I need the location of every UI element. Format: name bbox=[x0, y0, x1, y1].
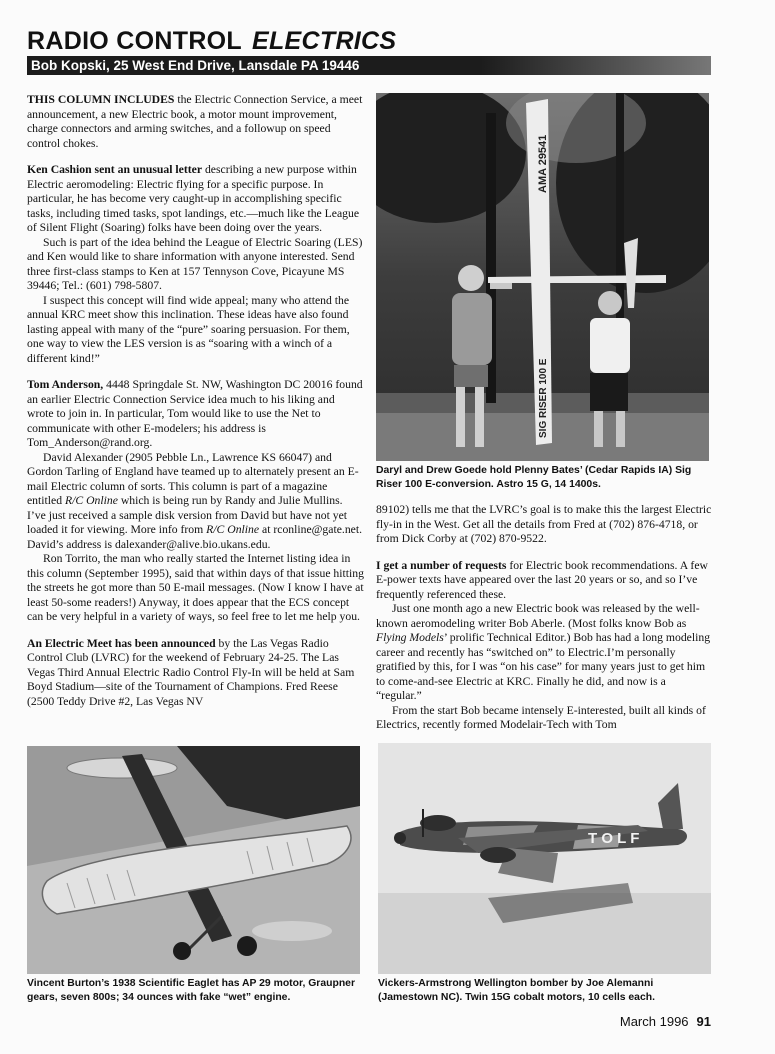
aberle-text-a: Just one month ago a new Electric book was released by the well-known aeromodeling writer Bob Aberle. (Most folks know Bob as bbox=[376, 602, 700, 630]
paragraph-david-alexander bbox=[27, 451, 364, 553]
page-folio bbox=[620, 1014, 711, 1029]
paragraph-concept: I suspect this concept will find wide appeal; many who attend the annual KRC meet show this inclination. These ideas have also found lasting appeal with many of the “pure” soaring persuasion. For them, one way to view the LES version is as “soaring with a winch of a different kind!” bbox=[27, 293, 350, 365]
rc-online-title: R/C Online bbox=[64, 494, 118, 507]
electric-meet-lead: An Electric Meet has been announced bbox=[27, 636, 216, 650]
paragraph-ron-torrito: Ron Torrito, the man who really started the Internet listing idea in this column (September 1995), said that within days of that issue hitting the streets he got more than 50 E-mail messages. (Now I know I have at least 50-some readers!) Anyway, it does appear that the ECS concept can be very helpful in a variety of ways, so feel free to let me help you. bbox=[27, 552, 364, 623]
aircraft-marking: T O L F bbox=[588, 830, 640, 847]
caption-wellington: Vickers-Armstrong Wellington bomber by Joe Alemanni (Jamestown NC). Twin 15G cobalt motors, 10 cells each. bbox=[378, 978, 655, 1003]
intro-text: the Electric Connection Service, a meet announcement, a new Electric book, a motor mount improvement, charge connectors and arming switches, and a followup on speed control chokes. bbox=[27, 93, 363, 150]
caption-glider: Daryl and Drew Goede hold Plenny Bates’ (Cedar Rapids IA) Sig Riser 100 E-conversion. Astro 15 G, 14 1400s. bbox=[376, 465, 692, 490]
author-address-bar bbox=[27, 56, 711, 75]
issue-date: March 1996 bbox=[619, 1014, 689, 1029]
rc-online-title-2: R/C Online bbox=[206, 523, 260, 536]
caption-eaglet: Vincent Burton’s 1938 Scientific Eaglet has AP 29 motor, Graupner gears, seven 800s; 34 ounces with fake “wet” engine. bbox=[27, 978, 355, 1003]
photo-glider bbox=[376, 93, 709, 461]
address-bar-fade bbox=[481, 56, 711, 75]
david-text-c: at rconline@gate.net. David’s address is dalexander@alive.bio.ukans.edu. bbox=[27, 523, 363, 551]
paragraph-modelair-tech: From the start Bob became intensely E-interested, built all kinds of Electrics, recently formed Modelair-Tech with Tom bbox=[376, 703, 706, 731]
fuselage-text-bottom: SIG RISER 100 E bbox=[538, 358, 549, 438]
right-text-column bbox=[376, 503, 712, 733]
photo-wellington bbox=[378, 743, 711, 974]
tom-anderson-text: 4448 Springdale St. NW, Washington DC 20016 found an earlier Electric Connection Service idea much to his liking and wrote to join in. In particular, Tom would like to use the Net to communicate with other E-modelers; his address is Tom_Anderson@rand.org. bbox=[27, 378, 363, 449]
paragraph-lvrc-goal: 89102) tells me that the LVRC’s goal is to make this the largest Electric fly-in in the West. Get all the details from Fred at (702) 876-4718, or from Dick Corby at (702) 870-9522. bbox=[376, 503, 712, 545]
paragraph-les: Such is part of the idea behind the League of Electric Soaring (LES) and Ken would like to share information with anyone interested. Send three first-class stamps to Ken at 157 Tennyson Cove, Picayune MS 39446; Tel.: (601) 798-5807. bbox=[27, 235, 363, 292]
flying-models-title: Flying Models bbox=[376, 631, 444, 644]
book-requests-lead: I get a number of requests bbox=[376, 558, 507, 572]
title-italic: ELECTRICS bbox=[252, 27, 397, 55]
fuselage-text-top: AMA 29541 bbox=[537, 134, 549, 193]
paragraph-intro bbox=[27, 93, 364, 151]
author-address: Bob Kopski, 25 West End Drive, Lansdale PA 19446 bbox=[31, 58, 360, 73]
david-text-b: which is being run by Randy and Julie Mullins. I’ve just received a sample disk version from David but have not yet loaded it for viewing. More info from bbox=[27, 494, 348, 536]
ken-cashion-lead: Ken Cashion sent an unusual letter bbox=[27, 163, 203, 176]
left-text-column bbox=[27, 93, 364, 709]
book-requests-text: for Electric book recommendations. A few E-power texts have appeared over the last 20 years or so, and so I’ve frequently referenced these. bbox=[376, 558, 708, 601]
ken-cashion-text: describing a new purpose within Electric aeromodeling: Electric flying for a specific purpose. In particular, he has become very caught-up in accomplishing specific tasks, including timed tasks, spot landings, etc.—much like the League of Silent Flight (Soaring) folks have been doing over the years. bbox=[27, 163, 360, 234]
intro-lead: THIS COLUMN INCLUDES bbox=[27, 93, 175, 106]
paragraph-bob-aberle bbox=[376, 602, 712, 704]
david-text-a: David Alexander (2905 Pebble Ln., Lawrence KS 66047) and Gordon Tarling of England have teamed up to alternately present an E-mail Electric column of sorts. This column is part of a magazine entitled bbox=[27, 450, 359, 507]
wellington-photo-image bbox=[378, 743, 711, 974]
photo-eaglet bbox=[27, 746, 360, 974]
tom-anderson-lead: Tom Anderson, bbox=[27, 378, 104, 391]
eaglet-photo-image bbox=[27, 746, 360, 974]
paragraph-ken-cashion bbox=[27, 163, 364, 236]
electric-meet-text: by the Las Vegas Radio Control Club (LVRC) for the weekend of February 24-25. The Las Vegas Third Annual Electric Radio Control Fly-In will be held at Sam Boyd Stadium—site of the Tournament of Champions. Fred Reese (2500 Teddy Drive #2, Las Vegas NV bbox=[27, 636, 355, 708]
paragraph-electric-meet bbox=[27, 637, 364, 710]
aberle-text-b: ’ prolific Technical Editor.) Bob has had a long modeling career and recently has “switched on” to Electric.I’m personally gratified by this, for I was “on his case” for many years just to get him to come-and-see Electric at KRC. Finally he did, and now is a “regular.” bbox=[376, 631, 711, 702]
paragraph-tom-anderson bbox=[27, 378, 364, 451]
page-number: 91 bbox=[696, 1014, 711, 1029]
paragraph-book-requests bbox=[376, 559, 712, 603]
title-main: RADIO CONTROL bbox=[27, 27, 242, 55]
glider-photo-image bbox=[376, 93, 709, 461]
column-title bbox=[27, 26, 396, 56]
